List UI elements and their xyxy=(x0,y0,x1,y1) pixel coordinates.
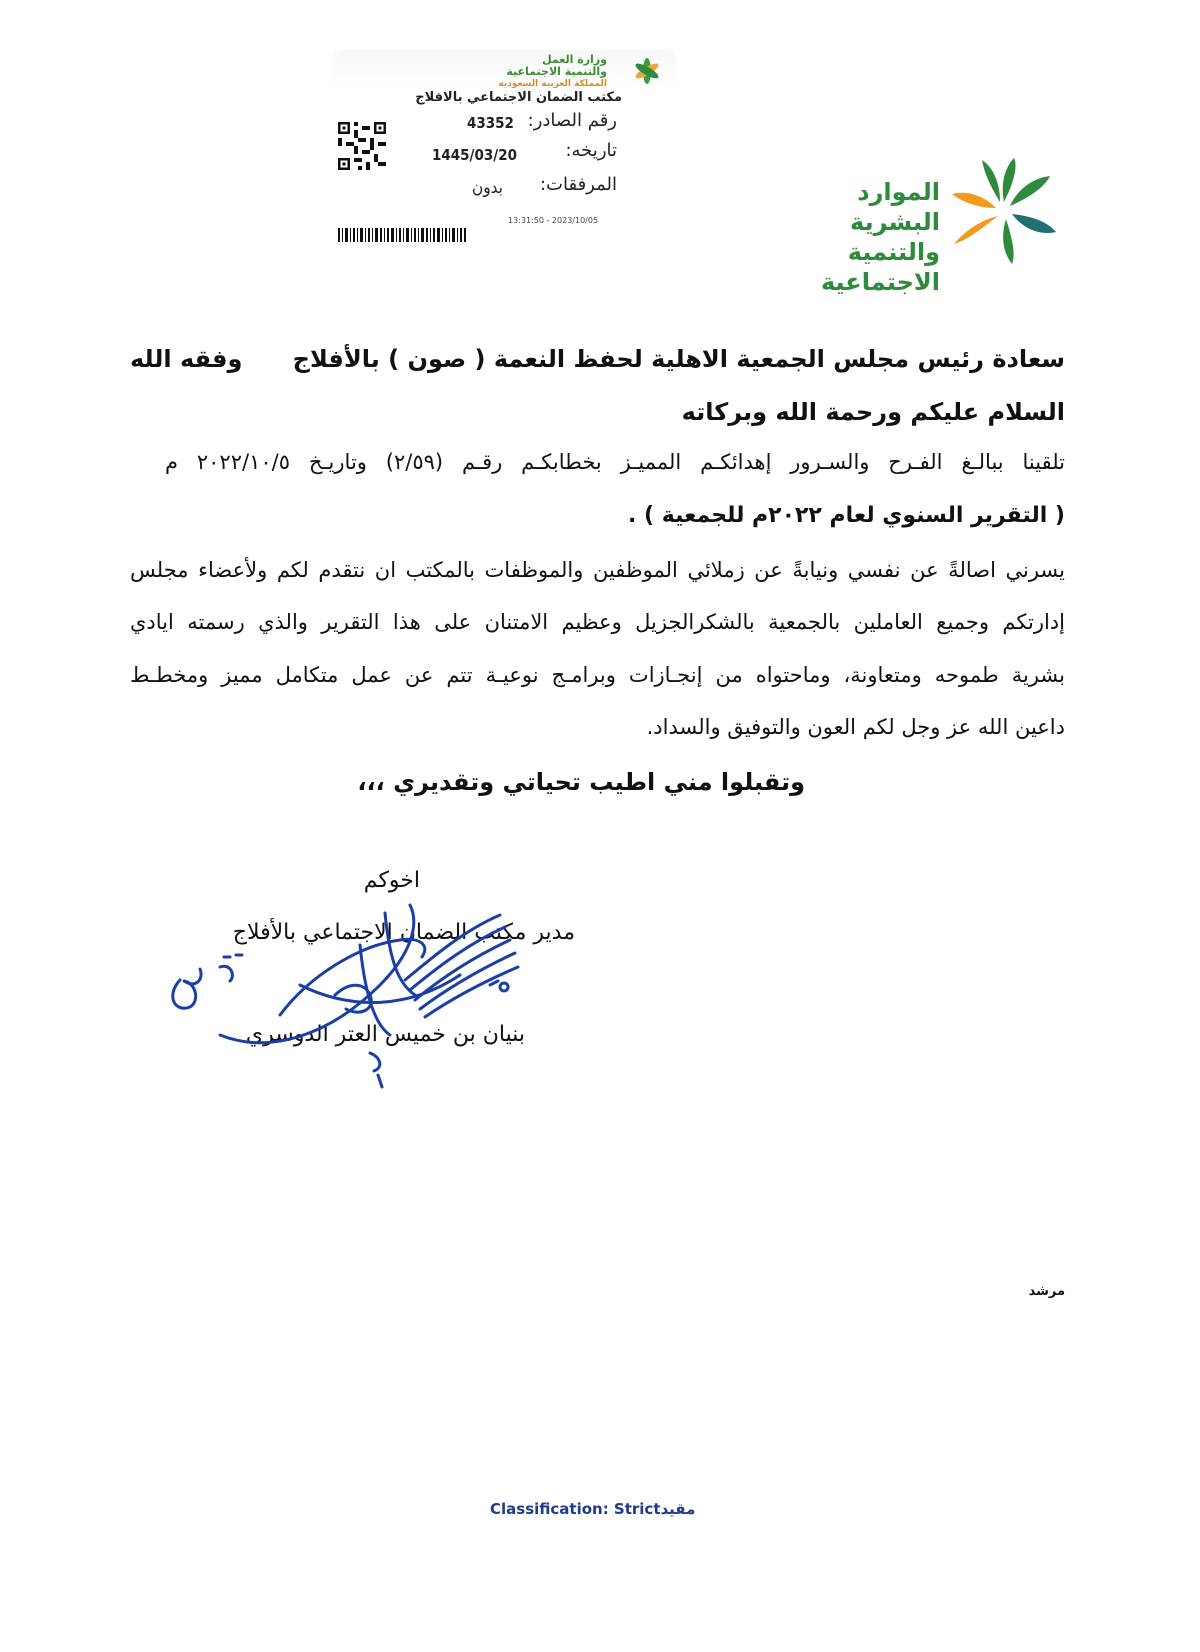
closing-line: وتقبلوا مني اطيب تحياتي وتقديري ،،، xyxy=(357,768,805,796)
reviewer-note: مرشد xyxy=(1028,1284,1065,1299)
letter-line-1: تلقينا ببالـغ الفـرح والسـرور إهدائكـم المميـز بخطابكـم رقـم (٢/٥٩) وتاريـخ ٢٠٢٢/١٠/٥ م xyxy=(165,450,1065,474)
body-line-2: إدارتكم وجميع العاملين بالجمعية بالشكرالجزيل وعظيم الامتنان على هذا التقرير والذي رسمته ايادي xyxy=(130,610,1065,634)
ministry-line-3: المملكة العربية السعودية xyxy=(498,79,607,89)
ministry-line-1: وزارة العمل xyxy=(542,53,607,66)
ministry-name xyxy=(498,54,607,90)
handwritten-signature xyxy=(160,885,550,1095)
signature-name: بنيان بن خميس العتر الدوسري xyxy=(245,1022,525,1047)
hrsd-logo-text xyxy=(765,177,940,297)
greeting-line: السلام عليكم ورحمة الله وبركاته xyxy=(681,398,1065,426)
classification-label: مقيدClassification: Strict xyxy=(490,1500,696,1518)
stamp-timestamp: 2023/10/05 - 13:31:50 xyxy=(508,216,599,225)
ministry-mark-icon xyxy=(625,52,669,90)
addressee-line: سعادة رئيس مجلس الجمعية الاهلية لحفظ النعمة ( صون ) بالأفلاج xyxy=(292,345,1065,373)
issue-number-value: 43352 xyxy=(467,114,514,132)
logo-line-1: الموارد البشرية xyxy=(850,178,940,236)
ministry-line-2: والتنمية الاجتماعية xyxy=(506,65,607,78)
issue-number-label: رقم الصادر: xyxy=(527,110,617,131)
attachments-label: المرفقات: xyxy=(539,174,617,195)
body-line-3: بشرية طموحه ومتعاونة، وماحتواه من إنجـازات وبرامـج نوعيـة تتم عن عمل متكامل مميز ومخطـط xyxy=(130,663,1065,687)
signature-title: مدير مكتب الضمان الاجتماعي بالأفلاج xyxy=(232,920,575,945)
blessing-text: وفقه الله xyxy=(130,345,243,373)
body-line-4: داعين الله عز وجل لكم العون والتوفيق والسداد. xyxy=(646,715,1065,739)
attachments-value: بدون xyxy=(472,178,503,198)
barcode-icon xyxy=(338,228,466,242)
hrsd-logo xyxy=(765,155,1065,296)
date-label: تاريخه: xyxy=(565,140,617,161)
report-title-line: ( التقرير السنوي لعام ٢٠٢٢م للجمعية ) . xyxy=(628,503,1065,528)
hrsd-logo-mark-icon xyxy=(947,155,1062,265)
qr-code-icon xyxy=(338,122,386,170)
body-line-1: يسرني اصالةً عن نفسي ونيابةً عن زملائي الموظفين والموظفات بالمكتب ان نتقدم لكم ولأعضاء مجلس xyxy=(130,558,1065,582)
date-value: 1445/03/20 xyxy=(432,146,517,164)
logo-line-2: والتنمية الاجتماعية xyxy=(820,238,940,296)
office-name: مكتب الضمان الاجتماعي بالافلاج xyxy=(415,90,622,105)
outgoing-stamp xyxy=(332,50,677,250)
signature-brother: اخوكم xyxy=(363,868,420,893)
